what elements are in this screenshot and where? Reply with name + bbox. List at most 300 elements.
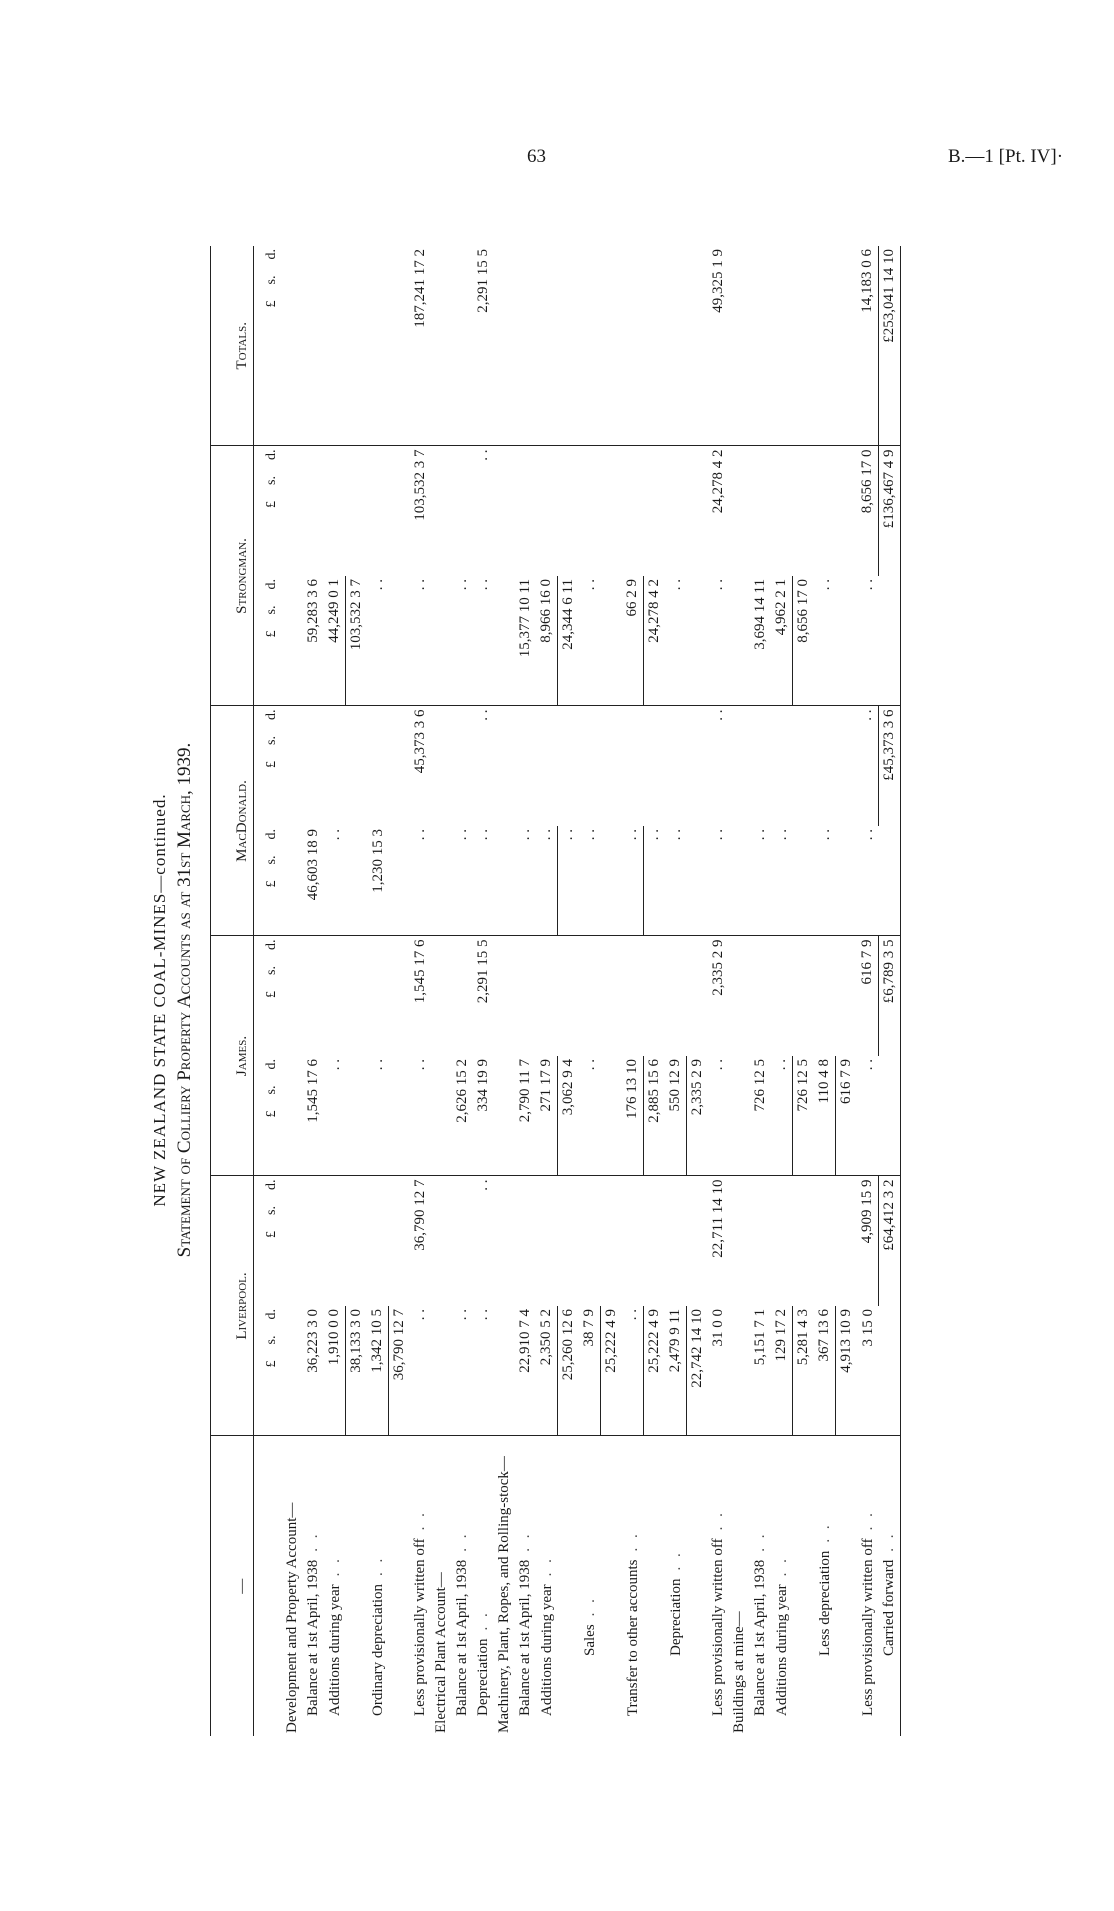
amount-cell-st1: . . — [473, 576, 494, 706]
amount-cell-mc2 — [431, 706, 452, 826]
row-label — [644, 1436, 666, 1736]
amount-cell-lv2 — [452, 1176, 473, 1306]
unit-shilling: s. — [264, 855, 279, 865]
amount-cell-ja1 — [494, 1056, 515, 1176]
leader-dots: . . — [412, 1510, 428, 1531]
row-label — [879, 1436, 901, 1736]
table-row — [644, 246, 666, 1736]
amount-cell-lv2 — [601, 1176, 623, 1306]
amount-cell-ja2 — [665, 936, 687, 1056]
row-label-text: Machinery, Plant, Ropes, and Rolling-stock— — [496, 1456, 512, 1733]
row-label — [622, 1436, 644, 1736]
units-cell — [254, 246, 283, 446]
amount-cell-ja1: 110 4 8 — [814, 1056, 836, 1176]
leader-dots: . . — [773, 1556, 790, 1577]
amount-cell-ja1: 3,062 9 4 — [558, 1056, 580, 1176]
table-row — [579, 246, 601, 1736]
amount-cell-tot — [814, 246, 836, 446]
leader-dots: . . — [752, 1531, 768, 1552]
leader-dots: . . — [369, 1555, 386, 1576]
amount-cell-mc1: . . — [857, 826, 879, 936]
amount-cell-st1: 59,283 3 6 — [303, 576, 324, 706]
amount-cell-ja1 — [431, 1056, 452, 1176]
amount-cell-ja1 — [729, 1056, 750, 1176]
amount-cell-lv2 — [729, 1176, 750, 1306]
units-cell — [254, 936, 283, 1056]
amount-cell-lv2 — [515, 1176, 536, 1306]
unit-pound: £ — [264, 990, 279, 998]
amount-cell-ja2 — [536, 936, 558, 1056]
leader-dots: . . — [710, 1510, 726, 1531]
amount-cell-ja1: 271 17 9 — [536, 1056, 558, 1176]
amount-cell-mc1 — [431, 826, 452, 936]
row-label — [515, 1436, 536, 1736]
amount-cell-ja2 — [303, 936, 324, 1056]
amount-cell-st2 — [687, 446, 709, 576]
amount-cell-st1: 4,962 2 1 — [771, 576, 793, 706]
amount-cell-tot — [601, 246, 623, 446]
amount-cell-lv2 — [793, 1176, 815, 1306]
amount-cell-st2 — [729, 446, 750, 576]
row-label-text: Less provisionally written off — [859, 1538, 876, 1716]
amount-cell-tot — [687, 246, 709, 446]
amount-cell-lv1: 22,910 7 4 — [515, 1306, 536, 1436]
unit-pence: d. — [264, 939, 279, 950]
amount-cell-mc2 — [367, 706, 389, 826]
table-row — [879, 246, 901, 1736]
amount-cell-st2 — [579, 446, 601, 576]
page-number: 63 — [527, 146, 546, 167]
row-label — [324, 1436, 346, 1736]
amount-cell-st2 — [814, 446, 836, 576]
amount-cell-lv1: 1,910 0 0 — [324, 1306, 346, 1436]
amount-cell-mc2 — [303, 706, 324, 826]
amount-cell-mc1: . . — [644, 826, 666, 936]
row-label-text: Balance at 1st April, 1938 — [752, 1559, 768, 1716]
amount-cell-mc1 — [836, 826, 858, 936]
amount-cell-ja1: 2,335 2 9 — [687, 1056, 709, 1176]
leader-dots: . . — [454, 1531, 470, 1552]
row-label — [367, 1436, 389, 1736]
table-row — [708, 246, 729, 1736]
row-label — [729, 1436, 750, 1736]
unit-pound: £ — [264, 300, 279, 308]
amount-cell-mc1: . . — [515, 826, 536, 936]
amount-cell-lv2 — [771, 1176, 793, 1306]
amount-cell-mc1: . . — [708, 826, 729, 936]
units-blank — [254, 1436, 283, 1736]
amount-cell-ja1 — [346, 1056, 368, 1176]
amount-cell-mc2 — [622, 706, 644, 826]
leader-dots: . . — [326, 1556, 343, 1577]
amount-cell-mc2 — [750, 706, 771, 826]
amount-cell-ja2 — [836, 936, 858, 1056]
row-label-text: Electrical Plant Account— — [433, 1572, 449, 1733]
amount-cell-st2 — [367, 446, 389, 576]
table-row — [389, 246, 411, 1736]
amount-cell-tot — [431, 246, 452, 446]
amount-cell-ja1: 2,885 15 6 — [644, 1056, 666, 1176]
amount-cell-lv2 — [367, 1176, 389, 1306]
amount-cell-ja1: . . — [579, 1056, 601, 1176]
amount-cell-st2 — [750, 446, 771, 576]
amount-cell-ja2 — [750, 936, 771, 1056]
amount-cell-lv2 — [346, 1176, 368, 1306]
amount-cell-mc2 — [836, 706, 858, 826]
unit-pence: d. — [264, 578, 279, 590]
amount-cell-lv2: 4,909 15 9 — [859, 1179, 875, 1244]
amount-cell-st2 — [536, 446, 558, 576]
amount-cell-ja2 — [346, 936, 368, 1056]
amount-cell-st1: . . — [857, 576, 879, 706]
table-row — [665, 246, 687, 1736]
amount-cell-mc2 — [665, 706, 687, 826]
row-label — [579, 1436, 601, 1736]
amount-cell-mc2 — [515, 706, 536, 826]
amount-cell-tot — [750, 246, 771, 446]
amount-cell-lv1 — [494, 1306, 515, 1436]
amount-cell-lv2 — [389, 1176, 411, 1306]
amount-cell-lv1 — [729, 1306, 750, 1436]
row-label-text: Buildings at mine— — [731, 1611, 747, 1733]
amount-cell-lv1 — [282, 1306, 303, 1436]
table-row — [346, 246, 368, 1736]
amount-cell-st2 — [771, 446, 793, 576]
amount-cell-tot — [303, 246, 324, 446]
amount-cell-lv1: 38,133 3 0 — [346, 1306, 368, 1436]
amount-cell-lv1: 129 17 2 — [771, 1306, 793, 1436]
amount-cell-tot — [389, 246, 411, 446]
amount-cell-ja2: 1,545 17 6 — [412, 939, 428, 1004]
row-label — [282, 1436, 303, 1736]
amount-cell-mc1 — [494, 826, 515, 936]
row-label-text: Sales — [581, 1624, 598, 1656]
amount-cell-mc2: . . — [710, 709, 726, 721]
amount-cell-mc1: . . — [814, 826, 836, 936]
amount-cell-ja1: 726 12 5 — [793, 1056, 815, 1176]
amount-cell-ja1: . . — [410, 1056, 431, 1176]
table-row — [452, 246, 473, 1736]
amount-cell-st1 — [879, 576, 901, 706]
amount-cell-lv1: 367 13 6 — [814, 1306, 836, 1436]
amount-cell-st2 — [665, 446, 687, 576]
amount-cell-mc2 — [536, 706, 558, 826]
table-row — [836, 246, 858, 1736]
amount-cell-mc2 — [579, 706, 601, 826]
table-row — [750, 246, 771, 1736]
colliery-accounts-table — [210, 246, 901, 1736]
amount-cell-lv1: 22,742 14 10 — [687, 1306, 709, 1436]
table-row — [303, 246, 324, 1736]
amount-cell-st1: 8,656 17 0 — [793, 576, 815, 706]
amount-cell-ja1: 176 13 10 — [622, 1056, 644, 1176]
unit-pence: d. — [264, 1059, 279, 1070]
table-row — [410, 246, 431, 1736]
amount-cell-tot — [793, 246, 815, 446]
amount-cell-st2 — [346, 446, 368, 576]
col-head-strongman: Strongman. — [211, 446, 254, 706]
amount-cell-ja2 — [558, 936, 580, 1056]
amount-cell-tot — [644, 246, 666, 446]
leader-dots: . . — [881, 1531, 897, 1552]
row-label-text: Additions during year — [326, 1584, 343, 1716]
amount-cell-tot — [494, 246, 515, 446]
amount-cell-mc2: 45,373 3 6 — [412, 709, 428, 774]
amount-cell-lv2 — [665, 1176, 687, 1306]
units-cell — [254, 446, 283, 576]
amount-cell-lv2: . . — [475, 1179, 491, 1191]
amount-cell-ja1: 616 7 9 — [836, 1056, 858, 1176]
amount-cell-ja1: . . — [367, 1056, 389, 1176]
amount-cell-ja2 — [644, 936, 666, 1056]
amount-cell-ja2 — [282, 936, 303, 1056]
amount-cell-tot: 187,241 17 2 — [410, 246, 431, 446]
amount-cell-st2 — [431, 446, 452, 576]
row-label — [452, 1436, 473, 1736]
amount-cell-st2 — [389, 446, 411, 576]
row-label — [431, 1436, 452, 1736]
row-label-text: Less provisionally written off — [412, 1538, 428, 1716]
amount-cell-st1: . . — [814, 576, 836, 706]
amount-cell-lv1: 31 0 0 — [708, 1306, 729, 1436]
row-label — [601, 1436, 623, 1736]
unit-pence: d. — [264, 1179, 279, 1190]
row-label — [558, 1436, 580, 1736]
unit-shilling: s. — [264, 1085, 279, 1095]
amount-cell-mc1: . . — [410, 826, 431, 936]
amount-cell-mc1 — [346, 826, 368, 936]
title-line-1: NEW ZEALAND STATE COAL-MINES—continued. — [150, 793, 169, 1207]
row-label-text: Additions during year — [773, 1584, 790, 1716]
amount-cell-st2: 8,656 17 0 — [859, 449, 875, 514]
units-row — [254, 246, 283, 1736]
amount-cell-ja2 — [729, 936, 750, 1056]
row-label-text: Balance at 1st April, 1938 — [305, 1559, 321, 1716]
amount-cell-mc2 — [494, 706, 515, 826]
amount-cell-tot — [665, 246, 687, 446]
amount-cell-st1: . . — [367, 576, 389, 706]
table-row — [473, 246, 494, 1736]
amount-cell-mc1: . . — [536, 826, 558, 936]
amount-cell-ja2: 2,335 2 9 — [710, 939, 726, 996]
amount-cell-tot — [836, 246, 858, 446]
amount-cell-mc1 — [687, 826, 709, 936]
amount-cell-st2 — [644, 446, 666, 576]
amount-cell-tot — [452, 246, 473, 446]
amount-cell-lv1: 4,913 10 9 — [836, 1306, 858, 1436]
amount-cell-lv2 — [324, 1176, 346, 1306]
amount-cell-tot — [515, 246, 536, 446]
table-row — [494, 246, 515, 1736]
amount-cell-lv1: 36,223 3 0 — [303, 1306, 324, 1436]
amount-cell-lv1: . . — [410, 1306, 431, 1436]
amount-cell-tot — [622, 246, 644, 446]
amount-cell-ja1 — [282, 1056, 303, 1176]
amount-cell-mc2 — [644, 706, 666, 826]
unit-shilling: s. — [264, 605, 279, 615]
units-cell — [254, 1056, 283, 1176]
row-label-text: Additions during year — [538, 1584, 555, 1716]
unit-pound: £ — [264, 880, 279, 888]
table-row — [687, 246, 709, 1736]
unit-shilling: s. — [264, 1206, 279, 1215]
amount-cell-st1: 24,344 6 11 — [558, 576, 580, 706]
amount-cell-ja1: 334 19 9 — [473, 1056, 494, 1176]
amount-cell-lv2 — [431, 1176, 452, 1306]
row-label-text: Transfer to other accounts — [624, 1559, 641, 1716]
leader-dots: . . — [859, 1510, 876, 1531]
leader-dots: . . — [475, 1610, 491, 1631]
amount-cell-lv2 — [644, 1176, 666, 1306]
amount-cell-st2 — [515, 446, 536, 576]
table-body — [254, 246, 901, 1736]
amount-cell-lv1: 38 7 9 — [579, 1306, 601, 1436]
col-head-blank: — — [211, 1436, 254, 1736]
amount-cell-ja1 — [879, 1056, 901, 1176]
amount-cell-ja2 — [367, 936, 389, 1056]
amount-cell-st1: 103,532 3 7 — [346, 576, 368, 706]
amount-cell-lv2 — [814, 1176, 836, 1306]
amount-cell-lv1: 25,222 4 9 — [644, 1306, 666, 1436]
amount-cell-st1: 24,278 4 2 — [644, 576, 666, 706]
leader-dots: . . — [305, 1531, 321, 1552]
amount-cell-lv2: 36,790 12 7 — [412, 1179, 428, 1251]
unit-pence: d. — [264, 1309, 279, 1320]
amount-cell-ja2 — [324, 936, 346, 1056]
amount-cell-st2 — [494, 446, 515, 576]
amount-cell-lv2 — [494, 1176, 515, 1306]
amount-cell-mc1: . . — [750, 826, 771, 936]
amount-cell-mc1: . . — [324, 826, 346, 936]
amount-cell-ja1: . . — [857, 1056, 879, 1176]
amount-cell-st1 — [494, 576, 515, 706]
amount-cell-st1: 44,249 0 1 — [324, 576, 346, 706]
amount-cell-mc2 — [282, 706, 303, 826]
amount-cell-st1 — [431, 576, 452, 706]
unit-pence: d. — [264, 829, 279, 840]
amount-cell-ja2 — [771, 936, 793, 1056]
amount-cell-st2: £136,467 4 9 — [879, 446, 901, 576]
amount-cell-st1: 8,966 16 0 — [536, 576, 558, 706]
amount-cell-lv1: 2,479 9 11 — [665, 1306, 687, 1436]
row-label — [536, 1436, 558, 1736]
amount-cell-mc2 — [452, 706, 473, 826]
amount-cell-mc1 — [729, 826, 750, 936]
amount-cell-st1 — [836, 576, 858, 706]
amount-cell-st1: 3,694 14 11 — [750, 576, 771, 706]
amount-cell-st1: . . — [665, 576, 687, 706]
unit-shilling: s. — [264, 735, 279, 745]
amount-cell-ja2 — [814, 936, 836, 1056]
amount-cell-ja1: 2,790 11 7 — [515, 1056, 536, 1176]
units-cell — [254, 826, 283, 936]
row-label — [473, 1436, 494, 1736]
amount-cell-lv1: 5,151 7 1 — [750, 1306, 771, 1436]
row-label-text: Less provisionally written off — [710, 1538, 726, 1716]
amount-cell-tot — [367, 246, 389, 446]
unit-pence: d. — [264, 449, 279, 460]
amount-cell-ja2 — [579, 936, 601, 1056]
amount-cell-lv2 — [622, 1176, 644, 1306]
amount-cell-st1 — [729, 576, 750, 706]
amount-cell-tot — [346, 246, 368, 446]
amount-cell-st1: . . — [410, 576, 431, 706]
amount-cell-st1: 66 2 9 — [622, 576, 644, 706]
row-label — [687, 1436, 709, 1736]
amount-cell-lv2 — [536, 1176, 558, 1306]
amount-cell-st2 — [793, 446, 815, 576]
amount-cell-mc1: . . — [665, 826, 687, 936]
unit-shilling: s. — [264, 475, 279, 485]
amount-cell-lv1: 25,222 4 9 — [601, 1306, 623, 1436]
leader-dots: . . — [581, 1596, 598, 1617]
unit-shilling: s. — [264, 275, 279, 285]
amount-cell-st2 — [558, 446, 580, 576]
amount-cell-st2 — [452, 446, 473, 576]
unit-shilling: s. — [264, 1335, 279, 1345]
unit-pence: d. — [264, 248, 279, 260]
table-row — [282, 246, 303, 1736]
amount-cell-tot — [729, 246, 750, 446]
amount-cell-ja1: 1,545 17 6 — [303, 1056, 324, 1176]
amount-cell-ja2 — [389, 936, 411, 1056]
table-row — [622, 246, 644, 1736]
amount-cell-st2: . . — [475, 449, 491, 461]
amount-cell-tot: 49,325 1 9 — [708, 246, 729, 446]
amount-cell-lv1: . . — [452, 1306, 473, 1436]
amount-cell-mc1 — [282, 826, 303, 936]
row-label-text: Depreciation — [667, 1578, 684, 1656]
amount-cell-ja2 — [431, 936, 452, 1056]
amount-cell-mc1: . . — [579, 826, 601, 936]
leader-dots: . . — [624, 1531, 641, 1552]
amount-cell-mc1 — [793, 826, 815, 936]
amount-cell-ja2 — [494, 936, 515, 1056]
amount-cell-mc2: . . — [475, 709, 491, 721]
amount-cell-ja1: . . — [324, 1056, 346, 1176]
row-label-text: Less depreciation — [816, 1550, 833, 1656]
amount-cell-lv1: 25,260 12 6 — [558, 1306, 580, 1436]
amount-cell-tot — [558, 246, 580, 446]
amount-cell-tot — [771, 246, 793, 446]
amount-cell-st2 — [601, 446, 623, 576]
amount-cell-st1 — [282, 576, 303, 706]
amount-cell-mc1 — [389, 826, 411, 936]
row-label — [836, 1436, 858, 1736]
amount-cell-ja2 — [687, 936, 709, 1056]
amount-cell-mc2 — [601, 706, 623, 826]
amount-cell-tot — [324, 246, 346, 446]
amount-cell-lv2 — [282, 1176, 303, 1306]
amount-cell-ja2: 616 7 9 — [859, 939, 875, 985]
col-head-liverpool: Liverpool. — [211, 1176, 254, 1436]
row-label-text: Carried forward — [881, 1559, 897, 1656]
units-cell — [254, 1176, 283, 1306]
row-label — [750, 1436, 771, 1736]
amount-cell-mc2 — [729, 706, 750, 826]
amount-cell-mc1: . . — [452, 826, 473, 936]
amount-cell-mc2: . . — [859, 709, 875, 721]
leader-dots: . . — [816, 1522, 833, 1543]
amount-cell-lv1 — [879, 1306, 901, 1436]
amount-cell-tot — [579, 246, 601, 446]
row-label — [665, 1436, 687, 1736]
amount-cell-lv1 — [431, 1306, 452, 1436]
row-label — [857, 1436, 879, 1736]
amount-cell-lv2: £64,412 3 2 — [879, 1176, 901, 1306]
row-label — [814, 1436, 836, 1736]
row-label — [389, 1436, 411, 1736]
